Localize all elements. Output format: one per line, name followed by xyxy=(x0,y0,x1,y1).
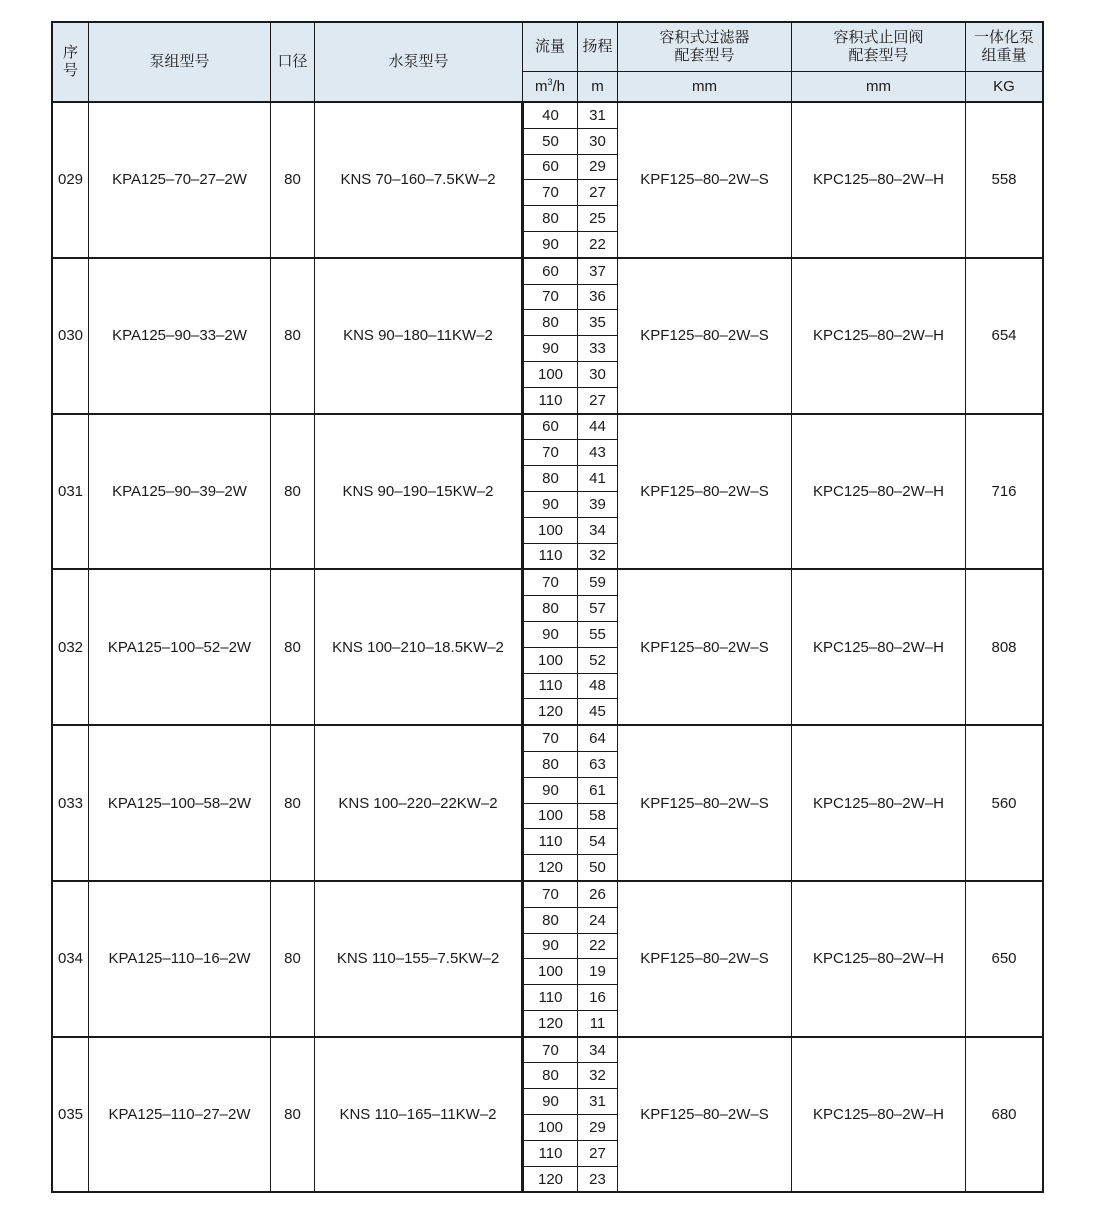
flow-cell: 80 xyxy=(523,596,578,622)
flow-cell: 120 xyxy=(523,1166,578,1192)
head-cell: 27 xyxy=(578,387,618,413)
flow-cell: 90 xyxy=(523,231,578,257)
head-cell: 50 xyxy=(578,855,618,881)
table-row xyxy=(53,258,1043,284)
flow-cell: 90 xyxy=(523,933,578,959)
head-cell: 39 xyxy=(578,491,618,517)
filter-cell: KPF125–80–2W–S xyxy=(618,102,792,258)
unit-model-cell: KPA125–100–58–2W xyxy=(89,725,271,881)
unit-model-cell: KPA125–110–16–2W xyxy=(89,881,271,1037)
flow-cell: 100 xyxy=(523,803,578,829)
head-cell: 16 xyxy=(578,985,618,1011)
head-cell: 29 xyxy=(578,154,618,180)
head-cell: 26 xyxy=(578,881,618,907)
head-cell: 27 xyxy=(578,1140,618,1166)
seq-cell: 034 xyxy=(53,881,89,1037)
pump-model-cell: KNS 100–210–18.5KW–2 xyxy=(315,569,523,725)
table-row xyxy=(53,102,1043,128)
weight-cell: 560 xyxy=(966,725,1043,881)
bore-cell: 80 xyxy=(271,102,315,258)
bore-cell: 80 xyxy=(271,414,315,570)
seq-cell: 031 xyxy=(53,414,89,570)
head-cell: 43 xyxy=(578,440,618,466)
flow-cell: 110 xyxy=(523,387,578,413)
flow-cell: 110 xyxy=(523,985,578,1011)
seq-cell: 030 xyxy=(53,258,89,414)
table-row xyxy=(53,569,1043,595)
unit-flow xyxy=(523,72,578,103)
seq-cell: 033 xyxy=(53,725,89,881)
pump-model-cell: KNS 100–220–22KW–2 xyxy=(315,725,523,881)
header-weight xyxy=(966,23,1043,72)
head-cell: 63 xyxy=(578,751,618,777)
bore-cell: 80 xyxy=(271,569,315,725)
head-cell: 55 xyxy=(578,621,618,647)
weight-cell: 654 xyxy=(966,258,1043,414)
pump-model-cell: KNS 90–180–11KW–2 xyxy=(315,258,523,414)
check-valve-cell: KPC125–80–2W–H xyxy=(792,881,966,1037)
seq-cell: 035 xyxy=(53,1037,89,1192)
flow-cell: 70 xyxy=(523,881,578,907)
header-bore: 口径 xyxy=(271,23,315,103)
head-cell: 64 xyxy=(578,725,618,751)
check-valve-cell: KPC125–80–2W–H xyxy=(792,258,966,414)
head-cell: 34 xyxy=(578,517,618,543)
header-head: 扬程 xyxy=(578,23,618,72)
head-cell: 45 xyxy=(578,699,618,725)
unit-filter: mm xyxy=(618,72,792,103)
head-cell: 32 xyxy=(578,543,618,569)
weight-cell: 680 xyxy=(966,1037,1043,1192)
head-cell: 58 xyxy=(578,803,618,829)
flow-cell: 90 xyxy=(523,336,578,362)
check-valve-cell: KPC125–80–2W–H xyxy=(792,569,966,725)
filter-cell: KPF125–80–2W–S xyxy=(618,1037,792,1192)
head-cell: 25 xyxy=(578,206,618,232)
check-valve-cell: KPC125–80–2W–H xyxy=(792,725,966,881)
head-cell: 30 xyxy=(578,128,618,154)
table-row xyxy=(53,414,1043,440)
head-cell: 34 xyxy=(578,1037,618,1063)
flow-cell: 70 xyxy=(523,440,578,466)
head-cell: 57 xyxy=(578,596,618,622)
flow-cell: 90 xyxy=(523,491,578,517)
flow-cell: 100 xyxy=(523,517,578,543)
header-weight-label: 一体化泵组重量 xyxy=(973,29,1034,64)
header-pump-model: 水泵型号 xyxy=(315,23,523,103)
head-cell: 31 xyxy=(578,102,618,128)
head-cell: 61 xyxy=(578,777,618,803)
flow-cell: 80 xyxy=(523,310,578,336)
flow-cell: 90 xyxy=(523,1089,578,1115)
head-cell: 36 xyxy=(578,284,618,310)
flow-cell: 100 xyxy=(523,361,578,387)
head-cell: 41 xyxy=(578,466,618,492)
header-unit-model: 泵组型号 xyxy=(89,23,271,103)
unit-model-cell: KPA125–110–27–2W xyxy=(89,1037,271,1192)
header-flow: 流量 xyxy=(523,23,578,72)
flow-cell: 120 xyxy=(523,699,578,725)
weight-cell: 716 xyxy=(966,414,1043,570)
flow-cell: 70 xyxy=(523,569,578,595)
head-cell: 31 xyxy=(578,1089,618,1115)
header-seq xyxy=(53,23,89,103)
head-cell: 32 xyxy=(578,1063,618,1089)
table-row xyxy=(53,881,1043,907)
bore-cell: 80 xyxy=(271,1037,315,1192)
flow-cell: 120 xyxy=(523,855,578,881)
unit-model-cell: KPA125–90–33–2W xyxy=(89,258,271,414)
header-filter-label: 容积式过滤器配套型号 xyxy=(659,29,750,64)
flow-cell: 80 xyxy=(523,751,578,777)
unit-flow-label: $m^3/h$ xyxy=(534,77,566,95)
unit-model-cell: KPA125–100–52–2W xyxy=(89,569,271,725)
filter-cell: KPF125–80–2W–S xyxy=(618,881,792,1037)
head-cell: 48 xyxy=(578,673,618,699)
flow-cell: 110 xyxy=(523,673,578,699)
weight-cell: 808 xyxy=(966,569,1043,725)
flow-cell: 110 xyxy=(523,829,578,855)
unit-model-cell: KPA125–90–39–2W xyxy=(89,414,271,570)
head-cell: 44 xyxy=(578,414,618,440)
bore-cell: 80 xyxy=(271,725,315,881)
pump-model-cell: KNS 90–190–15KW–2 xyxy=(315,414,523,570)
unit-check-valve: mm xyxy=(792,72,966,103)
head-cell: 52 xyxy=(578,647,618,673)
flow-cell: 120 xyxy=(523,1010,578,1036)
head-cell: 59 xyxy=(578,569,618,595)
header-seq-label: 序号 xyxy=(62,44,78,79)
head-cell: 33 xyxy=(578,336,618,362)
pump-spec-table xyxy=(52,22,1043,1192)
pump-model-cell: KNS 70–160–7.5KW–2 xyxy=(315,102,523,258)
flow-cell: 60 xyxy=(523,258,578,284)
check-valve-cell: KPC125–80–2W–H xyxy=(792,102,966,258)
spec-table-container xyxy=(52,22,1043,1192)
flow-cell: 70 xyxy=(523,725,578,751)
flow-cell: 80 xyxy=(523,206,578,232)
head-cell: 54 xyxy=(578,829,618,855)
pump-model-cell: KNS 110–165–11KW–2 xyxy=(315,1037,523,1192)
head-cell: 22 xyxy=(578,933,618,959)
flow-cell: 90 xyxy=(523,621,578,647)
flow-cell: 40 xyxy=(523,102,578,128)
header-check-valve-label: 容积式止回阀配套型号 xyxy=(833,29,924,64)
flow-cell: 70 xyxy=(523,180,578,206)
filter-cell: KPF125–80–2W–S xyxy=(618,569,792,725)
flow-cell: 60 xyxy=(523,414,578,440)
check-valve-cell: KPC125–80–2W–H xyxy=(792,414,966,570)
header-filter xyxy=(618,23,792,72)
table-body xyxy=(53,102,1043,1192)
flow-cell: 80 xyxy=(523,907,578,933)
flow-cell: 60 xyxy=(523,154,578,180)
head-cell: 11 xyxy=(578,1010,618,1036)
unit-weight: KG xyxy=(966,72,1043,103)
head-cell: 35 xyxy=(578,310,618,336)
flow-cell: 100 xyxy=(523,1115,578,1141)
weight-cell: 650 xyxy=(966,881,1043,1037)
unit-model-cell: KPA125–70–27–2W xyxy=(89,102,271,258)
filter-cell: KPF125–80–2W–S xyxy=(618,258,792,414)
head-cell: 30 xyxy=(578,361,618,387)
flow-cell: 100 xyxy=(523,647,578,673)
filter-cell: KPF125–80–2W–S xyxy=(618,414,792,570)
check-valve-cell: KPC125–80–2W–H xyxy=(792,1037,966,1192)
bore-cell: 80 xyxy=(271,258,315,414)
head-cell: 22 xyxy=(578,231,618,257)
unit-head: m xyxy=(578,72,618,103)
head-cell: 24 xyxy=(578,907,618,933)
flow-cell: 80 xyxy=(523,466,578,492)
flow-cell: 80 xyxy=(523,1063,578,1089)
flow-cell: 110 xyxy=(523,1140,578,1166)
weight-cell: 558 xyxy=(966,102,1043,258)
head-cell: 27 xyxy=(578,180,618,206)
seq-cell: 032 xyxy=(53,569,89,725)
head-cell: 23 xyxy=(578,1166,618,1192)
head-cell: 37 xyxy=(578,258,618,284)
filter-cell: KPF125–80–2W–S xyxy=(618,725,792,881)
pump-model-cell: KNS 110–155–7.5KW–2 xyxy=(315,881,523,1037)
bore-cell: 80 xyxy=(271,881,315,1037)
flow-cell: 70 xyxy=(523,1037,578,1063)
flow-cell: 50 xyxy=(523,128,578,154)
head-cell: 29 xyxy=(578,1115,618,1141)
flow-cell: 90 xyxy=(523,777,578,803)
seq-cell: 029 xyxy=(53,102,89,258)
table-row xyxy=(53,1037,1043,1063)
header-check-valve xyxy=(792,23,966,72)
head-cell: 19 xyxy=(578,959,618,985)
flow-cell: 70 xyxy=(523,284,578,310)
flow-cell: 110 xyxy=(523,543,578,569)
table-row xyxy=(53,725,1043,751)
flow-cell: 100 xyxy=(523,959,578,985)
